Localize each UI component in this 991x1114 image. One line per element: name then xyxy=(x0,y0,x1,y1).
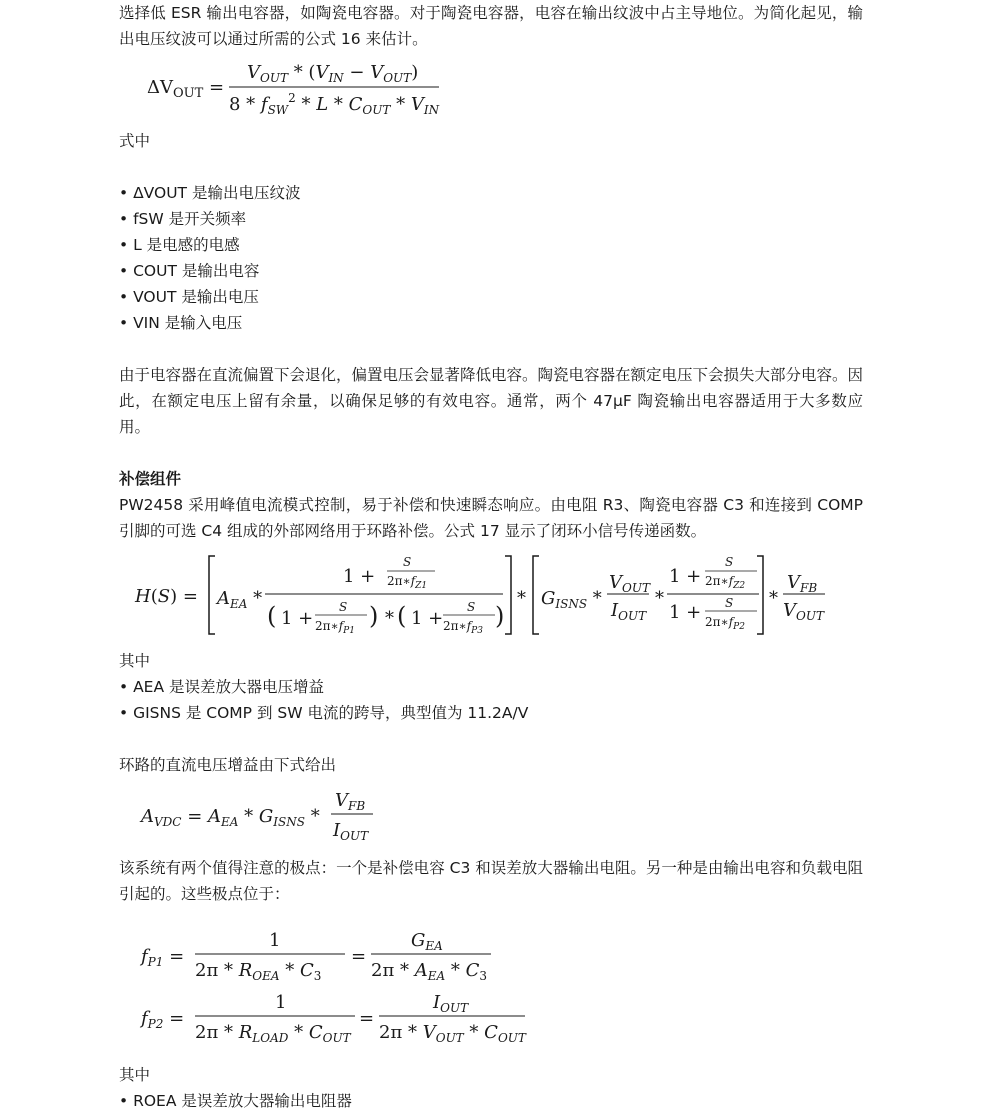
svg-text:2π∗fP1: $2\pi∗f_{P1}$ xyxy=(315,619,355,636)
svg-text:=: = xyxy=(359,1008,375,1029)
svg-text:S: S xyxy=(339,600,348,614)
svg-text:2π * ROEA * C3: $2\pi * R_{OEA} * C_3$ xyxy=(195,960,322,983)
dc-gain-paragraph: 环路的直流电压增益由下式给出 xyxy=(119,756,337,774)
compensation-paragraph: PW2458 采用峰值电流模式控制，易于补偿和快速瞬态响应。由电阻 R3、陶瓷电容器 C3 和连接到 COMP 引脚的可选 C4 组成的外部网络用于环路补偿。公式 17 显示了闭环小信号传递函数。 xyxy=(119,496,863,540)
svg-text:IOUT: $I_{OUT}$ xyxy=(333,820,369,843)
list-item: • AEA 是误差放大器电压增益 xyxy=(119,674,528,700)
svg-text:VFB: $V_{FB}$ xyxy=(335,790,366,813)
svg-text:IOUT: $I_{OUT}$ xyxy=(611,600,647,623)
svg-text:*: * xyxy=(517,588,526,609)
svg-text:GEA: $G_{EA}$ xyxy=(411,930,443,953)
svg-text:1: 1 xyxy=(275,992,287,1013)
svg-text:*: * xyxy=(385,608,394,629)
gain-variable-list xyxy=(119,674,528,726)
svg-text:S: S xyxy=(467,600,476,614)
fp2-equation xyxy=(141,988,541,1048)
svg-text:*: * xyxy=(769,588,778,609)
svg-text:fP1 =: $f_{P1}$ = xyxy=(141,946,185,969)
svg-text:(: ( xyxy=(397,602,407,630)
svg-text:VFB: $V_{FB}$ xyxy=(787,572,818,595)
svg-text:S: S xyxy=(403,555,412,569)
pole-variable-list xyxy=(119,1088,352,1114)
svg-text:S: S xyxy=(725,596,734,610)
where-label: 其中 xyxy=(119,1066,151,1084)
list-item: • L 是电感的电感 xyxy=(119,232,300,258)
svg-text:1 +: 1 + xyxy=(343,566,376,587)
svg-text:8 * fSW2 * L * COUT * VIN: $8 * f_{SW}^2$ * L * $C_{OUT} * V_{IN}$ xyxy=(229,91,440,117)
ripple-equation xyxy=(147,56,447,118)
list-item: • fSW 是开关频率 xyxy=(119,206,300,232)
list-item: • ΔVOUT 是输出电压纹波 xyxy=(119,180,300,206)
svg-text:(: ( xyxy=(267,602,277,630)
svg-text:=: = xyxy=(351,946,367,967)
svg-text:1 +: 1 + xyxy=(411,608,444,629)
svg-text:AVDC = AEA * GISNS *: $A_{VDC} = A_{EA} * G_{ISNS}$ * xyxy=(141,806,320,829)
intro-paragraph: 选择低 ESR 输出电容器，如陶瓷电容器。对于陶瓷电容器，电容在输出纹波中占主导地位。为简化起见，输出电压纹波可以通过所需的公式 16 来估计。 xyxy=(119,4,863,48)
svg-text:fP2 =: $f_{P2}$ = xyxy=(141,1008,185,1031)
svg-text:*: * xyxy=(655,588,664,609)
svg-text:S: S xyxy=(725,555,734,569)
svg-text:ΔVOUT =: $\Delta V_{OUT}$ = xyxy=(147,77,225,101)
svg-text:1 +: 1 + xyxy=(669,566,702,587)
svg-text:H(S) =: H(S) = xyxy=(135,586,198,607)
svg-text:2π * AEA * C3: $2\pi * A_{EA} * C_3$ xyxy=(371,960,488,983)
transfer-function-equation xyxy=(135,552,835,638)
svg-text:AEA *: $A_{EA}$ * xyxy=(217,588,263,611)
list-item: • COUT 是输出电容 xyxy=(119,258,300,284)
svg-text:2π * VOUT * COUT: $2\pi * V_{OUT} * C_{OUT}$ xyxy=(379,1022,526,1045)
section-heading: 补偿组件 xyxy=(119,470,182,488)
svg-text:2π∗fP2: $2\pi∗f_{P2}$ xyxy=(705,615,745,632)
svg-text:2π∗fZ1: $2\pi∗f_{Z1}$ xyxy=(387,574,428,591)
svg-text:): ) xyxy=(495,602,505,630)
svg-text:VOUT * (VIN − VOUT): $V_{OUT} * (V_{IN} - V_{OUT})$ xyxy=(247,62,419,85)
derating-paragraph: 由于电容器在直流偏置下会退化，偏置电压会显著降低电容。陶瓷电容器在额定电压下会损失大部分电容。因此，在额定电压上留有余量，以确保足够的有效电容。通常，两个 47µF 陶瓷输出电容器适用于大多数应用。 xyxy=(119,366,864,436)
svg-text:VOUT: $V_{OUT}$ xyxy=(609,572,650,595)
poles-paragraph: 该系统有两个值得注意的极点：一个是补偿电容 C3 和误差放大器输出电阻。另一种是由输出电容和负载电阻引起的。这些极点位于： xyxy=(119,859,863,903)
svg-text:VOUT: $V_{OUT}$ xyxy=(783,600,824,623)
svg-text:2π∗fP3: $2\pi∗f_{P3}$ xyxy=(443,619,483,636)
svg-text:1 +: 1 + xyxy=(281,608,314,629)
svg-text:1: 1 xyxy=(269,930,281,951)
fp1-equation xyxy=(141,926,501,986)
dc-gain-equation xyxy=(141,786,381,844)
list-item: • VIN 是输入电压 xyxy=(119,310,300,336)
svg-text:): ) xyxy=(369,602,379,630)
list-item: • ROEA 是误差放大器输出电阻器 xyxy=(119,1088,352,1114)
list-item: • VOUT 是输出电压 xyxy=(119,284,300,310)
svg-text:2π * RLOAD * COUT: $2\pi * R_{LOAD} * C_{OUT}$ xyxy=(195,1022,351,1045)
where-label: 其中 xyxy=(119,652,151,670)
svg-text:GISNS *: $G_{ISNS}$ * xyxy=(541,588,602,611)
list-item: • GISNS 是 COMP 到 SW 电流的跨导，典型值为 11.2A/V xyxy=(119,700,528,726)
svg-text:IOUT: $I_{OUT}$ xyxy=(433,992,469,1015)
svg-text:2π∗fZ2: $2\pi∗f_{Z2}$ xyxy=(705,574,746,591)
ripple-variable-list xyxy=(119,180,300,336)
svg-text:1 +: 1 + xyxy=(669,602,702,623)
where-label: 式中 xyxy=(119,132,151,150)
